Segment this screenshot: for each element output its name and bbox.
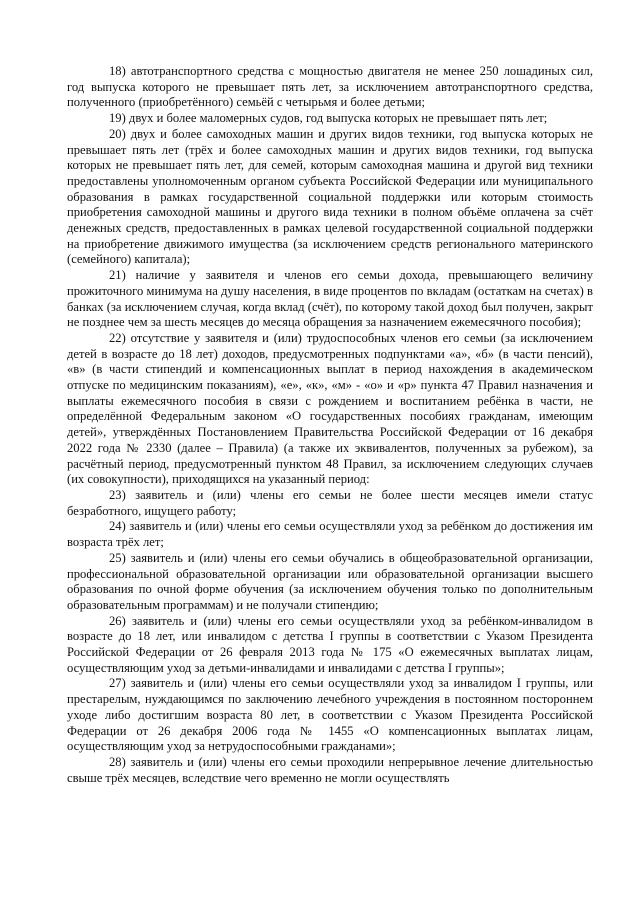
paragraph-item-27: 27) заявитель и (или) члены его семьи осуществляли уход за инвалидом I группы, или престарелым, нуждающимся по заключению лечебного учреждения в постоянном постороннем уходе либо достигшим возраста 80 лет, в соответствии с Указом Президента Российской Федерации от 26 декабря 2006 года № 1455 «О компенсационных выплатах лицам, осуществляющим уход за нетрудоспособными гражданами»;: [67, 676, 593, 754]
paragraph-item-23: 23) заявитель и (или) члены его семьи не более шести месяцев имели статус безработного, ищущего работу;: [67, 487, 593, 518]
paragraph-item-20: 20) двух и более самоходных машин и других видов техники, год выпуска которых не превышает пять лет (трёх и более самоходных машин и других видов техники, год выпуска которых не превышает пять лет, для семей, которым самоходная машина и другой вид техники предоставлены уполномоченным органом субъекта Российской Федерации или муниципального образования в рамках государственной социальной поддержки или которым стоимость приобретения самоходной машины и другого вида техники в полном объёме оплачена за счёт денежных средств, предоставленных в рамках целевой государственной социальной поддержки на приобретение движимого имущества (за исключением средств регионального материнского (семейного) капитала);: [67, 126, 593, 267]
paragraph-item-25: 25) заявитель и (или) члены его семьи обучались в общеобразовательной организации, профессиональной образовательной организации или образовательной организации высшего образования по очной форме обучения (за исключением обучения только по дополнительным образовательным программам) и не получали стипендию;: [67, 550, 593, 612]
paragraph-item-26: 26) заявитель и (или) члены его семьи осуществляли уход за ребёнком-инвалидом в возрасте до 18 лет, или инвалидом с детства I группы в соответствии с Указом Президента Российской Федерации от 26 февраля 2013 года № 175 «О ежемесячных выплатах лицам, осуществляющим уход за детьми-инвалидами и инвалидами с детства I группы»;: [67, 613, 593, 675]
paragraph-item-22: 22) отсутствие у заявителя и (или) трудоспособных членов его семьи (за исключением детей в возрасте до 18 лет) доходов, предусмотренных подпунктами «а», «б» (в части пенсий), «в» (в части стипендий и компенсационных выплат в период нахождения в академическом отпуске по медицинским показаниям), «е», «к», «м» - «о» и «р» пункта 47 Правил назначения и выплаты ежемесячного пособия в связи с рождением и воспитанием ребёнка в части, не определённой Федеральным законом «О государственных пособиях гражданам, имеющим детей», утверждённых Постановлением Правительства Российской Федерации от 16 декабря 2022 года № 2330 (далее – Правила) (а также их эквивалентов, полученных за рубежом), за расчётный период, предусмотренный пунктом 48 Правил, за исключением следующих случаев (их совокупности), приходящихся на указанный период:: [67, 330, 593, 487]
paragraph-item-28: 28) заявитель и (или) члены его семьи проходили непрерывное лечение длительностью свыше трёх месяцев, вследствие чего временно не могли осуществлять: [67, 754, 593, 785]
paragraph-item-24: 24) заявитель и (или) члены его семьи осуществляли уход за ребёнком до достижения им возраста трёх лет;: [67, 519, 593, 550]
paragraph-item-18: 18) автотранспортного средства с мощностью двигателя не менее 250 лошадиных сил, год выпуска которого не превышает пять лет, за исключением автотранспортного средства, полученного (приобретённого) семьёй с четырьмя и более детьми;: [67, 64, 593, 110]
paragraph-item-19: 19) двух и более маломерных судов, год выпуска которых не превышает пять лет;: [109, 111, 548, 126]
paragraph-item-21: 21) наличие у заявителя и членов его семьи дохода, превышающего величину прожиточного минимума на душу населения, в виде процентов по вкладам (остаткам на счетах) в банках (за исключением случая, когда вклад (счёт), по которому такой доход был получен, закрыт не позднее чем за шесть месяцев до месяца обращения за назначением ежемесячного пособия);: [67, 268, 593, 330]
